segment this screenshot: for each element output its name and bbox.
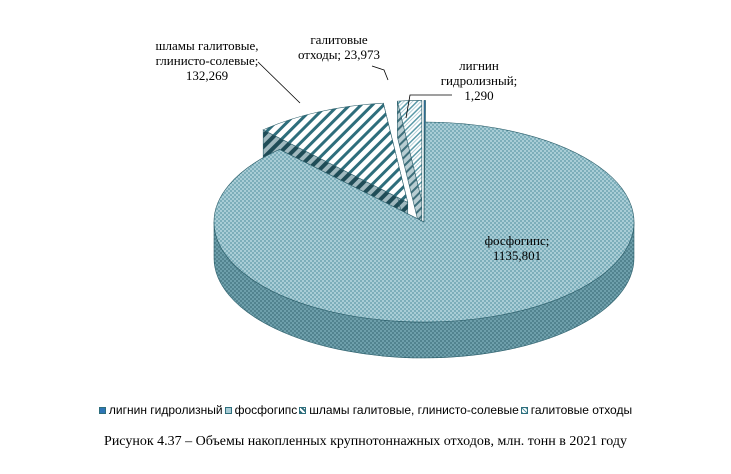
legend: [0, 403, 731, 417]
data-label: фосфогипс; 1135,801: [484, 233, 550, 263]
legend-label: галитовые отходы: [530, 403, 633, 417]
legend-item: [225, 403, 298, 417]
legend-item: [99, 403, 223, 417]
legend-swatch: [299, 407, 306, 414]
legend-swatch: [225, 407, 232, 414]
legend-item: [299, 403, 518, 417]
legend-item: [521, 403, 632, 417]
legend-swatch: [99, 407, 106, 414]
leader-line: [258, 62, 300, 103]
legend-label: шламы галитовые, глинисто-солевые: [309, 403, 519, 417]
legend-swatch: [521, 407, 528, 414]
legend-label: лигнин гидролизный: [108, 403, 223, 417]
data-label: лигнин гидролизный; 1,290: [440, 58, 518, 103]
leader-line: [372, 66, 388, 80]
data-label: галитовые отходы; 23,973: [297, 32, 381, 62]
legend-label: фосфогипс: [234, 403, 298, 417]
figure-caption: Рисунок 4.37 – Объемы накопленных крупнотоннажных отходов, млн. тонн в 2021 году: [104, 434, 627, 449]
data-label: шламы галитовые, глинисто-солевые; 132,269: [155, 38, 259, 83]
